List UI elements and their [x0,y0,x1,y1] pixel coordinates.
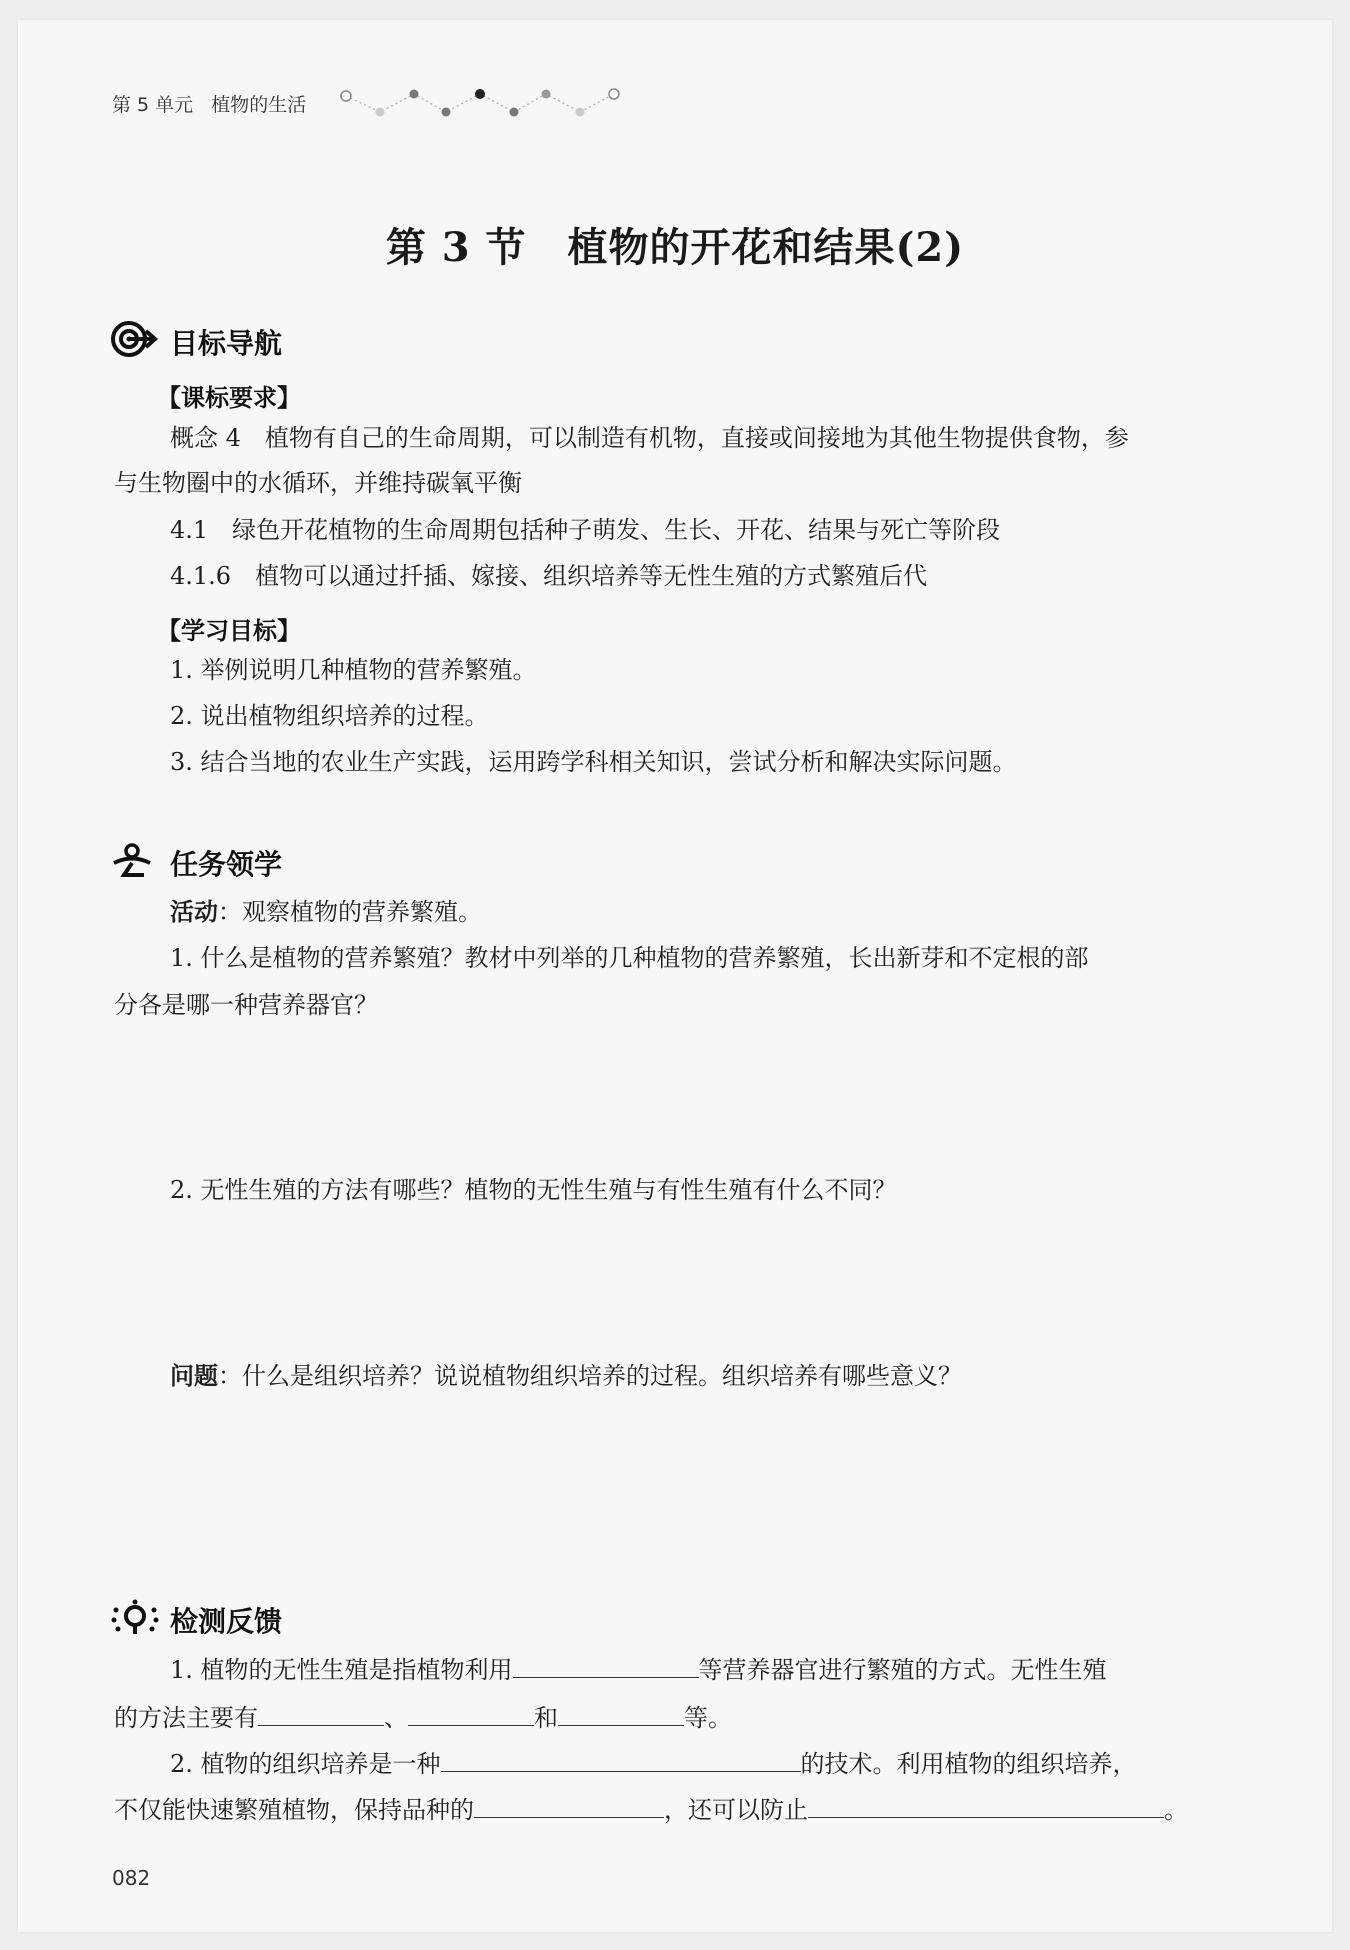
feedback-2-text-c: 不仅能快速繁殖植物，保持品种的 [114,1796,474,1824]
feedback-1-end: 等。 [684,1704,732,1732]
page-number: 082 [112,1866,151,1890]
feedback-1-text-c: 的方法主要有 [114,1704,258,1732]
answer-blank[interactable] [513,1655,699,1678]
feedback-1-text-a: 1. 植物的无性生殖是指植物利用 [170,1656,513,1684]
tasks-heading: 任务领学 [170,848,283,881]
answer-blank[interactable] [441,1749,801,1772]
page-sheet [18,20,1332,1932]
question-1-line-1: 1. 什么是植物的营养繁殖？教材中列举的几种植物的营养繁殖，长出新芽和不定根的部 [170,944,1089,972]
question-2: 2. 无性生殖的方法有哪些？植物的无性生殖与有性生殖有什么不同？ [170,1176,897,1204]
problem-label: 问题 [170,1362,218,1390]
feedback-1-line-1 [170,1655,1107,1682]
curriculum-label: 【课标要求】 [157,384,301,412]
requirement-4-1-6: 4.1.6 植物可以通过扦插、嫁接、组织培养等无性生殖的方式繁殖后代 [170,562,928,590]
answer-blank[interactable] [258,1703,384,1726]
running-header [112,90,306,117]
feedback-2-text-d: ，还可以防止 [664,1796,808,1824]
magnifier-feedback-icon [110,1598,160,1638]
requirement-4-1: 4.1 绿色开花植物的生命周期包括种子萌发、生长、开花、结果与死亡等阶段 [170,516,1001,544]
feedback-heading: 检测反馈 [170,1605,283,1638]
objective-item: 2. 说出植物组织培养的过程。 [170,702,489,730]
answer-blank[interactable] [474,1795,664,1818]
answer-blank[interactable] [558,1703,684,1726]
task-lead-icon [110,842,156,878]
feedback-2-text-a: 2. 植物的组织培养是一种 [170,1750,441,1778]
concept-line-1: 概念 4 植物有自己的生命周期，可以制造有机物，直接或间接地为其他生物提供食物，参 [170,424,1129,452]
goals-heading: 目标导航 [170,327,283,360]
unit-label: 第 5 单元 [112,94,194,116]
separator-text: 和 [534,1704,558,1732]
answer-blank[interactable] [808,1795,1164,1818]
target-icon [110,320,160,358]
header-dot-decoration [338,82,628,122]
feedback-1-text-b: 等营养器官进行繁殖的方式。无性生殖 [698,1656,1107,1684]
separator-text: 、 [384,1704,408,1732]
page-title: 第 3 节 植物的开花和结果(2) [385,224,965,271]
feedback-2-line-1 [170,1749,1137,1776]
activity-text: ：观察植物的营养繁殖。 [218,898,482,926]
problem-text: ：什么是组织培养？说说植物组织培养的过程。组织培养有哪些意义？ [218,1362,962,1390]
feedback-2-line-2 [114,1795,1188,1822]
feedback-1-line-2 [114,1703,732,1730]
objectives-label: 【学习目标】 [157,617,301,645]
objective-item: 1. 举例说明几种植物的营养繁殖。 [170,656,537,684]
feedback-2-end: 。 [1164,1796,1188,1824]
unit-topic: 植物的生活 [211,94,307,116]
activity-label: 活动 [170,898,218,926]
question-1-line-2: 分各是哪一种营养器官？ [114,991,378,1019]
feedback-2-text-b: 的技术。利用植物的组织培养， [800,1750,1137,1778]
concept-line-2: 与生物圈中的水循环，并维持碳氧平衡 [114,469,522,497]
objective-item: 3. 结合当地的农业生产实践，运用跨学科相关知识，尝试分析和解决实际问题。 [170,748,1017,776]
answer-blank[interactable] [408,1703,534,1726]
